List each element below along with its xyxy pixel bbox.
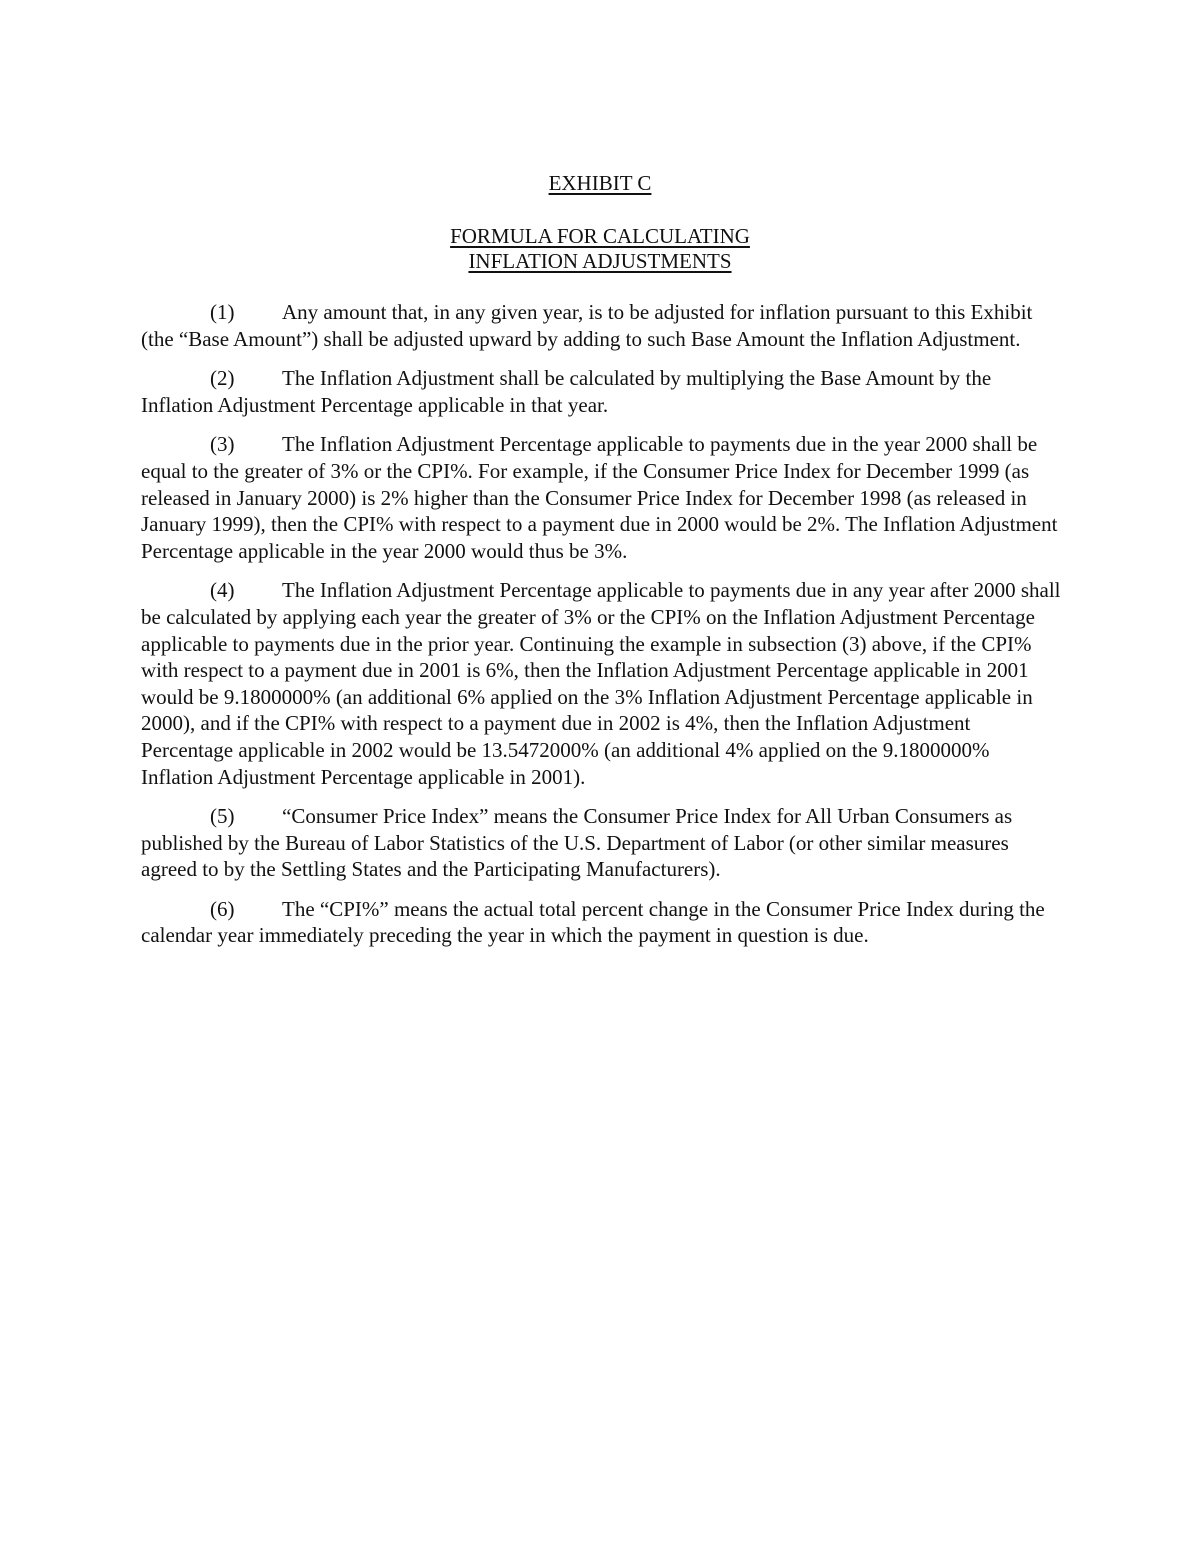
paragraph-number: (5) <box>210 804 235 829</box>
paragraph-text: The Inflation Adjustment Percentage applicable to payments due in any year after 2000 shall be calculated by applying each year the greater of 3% or the CPI% on the Inflation Adjustment Percentage applicable to payments due in the prior year. Continuing the example in subsection (3) above, if the CPI% with respect to a payment due in 2001 is 6%, then the Inflation Adjustment Percentage applicable in 2001 would be 9.1800000% (an additional 6% applied on the 3% Inflation Adjustment Percentage applicable in 2000), and if the CPI% with respect to a payment due in 2002 is 4%, then the Inflation Adjustment Percentage applicable in 2002 would be 13.5472000% (an additional 4% applied on the 9.1800000% Inflation Adjustment Percentage applicable in 2001). <box>141 578 1061 789</box>
title-line-1: FORMULA FOR CALCULATING <box>450 224 750 248</box>
paragraph-1 <box>141 299 1062 352</box>
paragraph-number: (2) <box>210 366 235 391</box>
paragraph-text: “Consumer Price Index” means the Consumer Price Index for All Urban Consumers as published by the Bureau of Labor Statistics of the U.S. Department of Labor (or other similar measures agreed to by the Settling States and the Participating Manufacturers). <box>141 804 1013 882</box>
paragraph-2 <box>141 365 1062 418</box>
paragraph-number: (4) <box>210 578 235 603</box>
paragraph-5 <box>141 803 1062 883</box>
paragraph-6 <box>141 896 1062 949</box>
paragraph-text: The Inflation Adjustment Percentage applicable to payments due in the year 2000 shall be equal to the greater of 3% or the CPI%. For example, if the Consumer Price Index for December 1999 (as released in January 2000) is 2% higher than the Consumer Price Index for December 1998 (as released in January 1999), then the CPI% with respect to a payment due in 2000 would be 2%. The Inflation Adjustment Percentage applicable in the year 2000 would thus be 3%. <box>141 432 1058 563</box>
paragraph-text: The “CPI%” means the actual total percent change in the Consumer Price Index during the calendar year immediately preceding the year in which the payment in question is due. <box>141 896 1045 948</box>
document-title <box>0 224 1200 274</box>
paragraph-3 <box>141 431 1062 564</box>
exhibit-label-text: EXHIBIT C <box>548 171 652 195</box>
document-body <box>141 299 1062 962</box>
paragraph-4 <box>141 577 1062 790</box>
exhibit-label <box>0 170 1200 196</box>
title-line-2: INFLATION ADJUSTMENTS <box>468 249 732 273</box>
paragraph-number: (1) <box>210 300 235 324</box>
paragraph-number: (6) <box>210 896 235 921</box>
paragraph-number: (3) <box>210 432 235 457</box>
paragraph-text: The Inflation Adjustment shall be calculated by multiplying the Base Amount by the Inflation Adjustment Percentage applicable in that year. <box>141 366 992 417</box>
paragraph-text: Any amount that, in any given year, is to be adjusted for inflation pursuant to this Exhibit (the “Base Amount”) shall be adjusted upward by adding to such Base Amount the Inflation Adjustment. <box>141 300 1033 351</box>
